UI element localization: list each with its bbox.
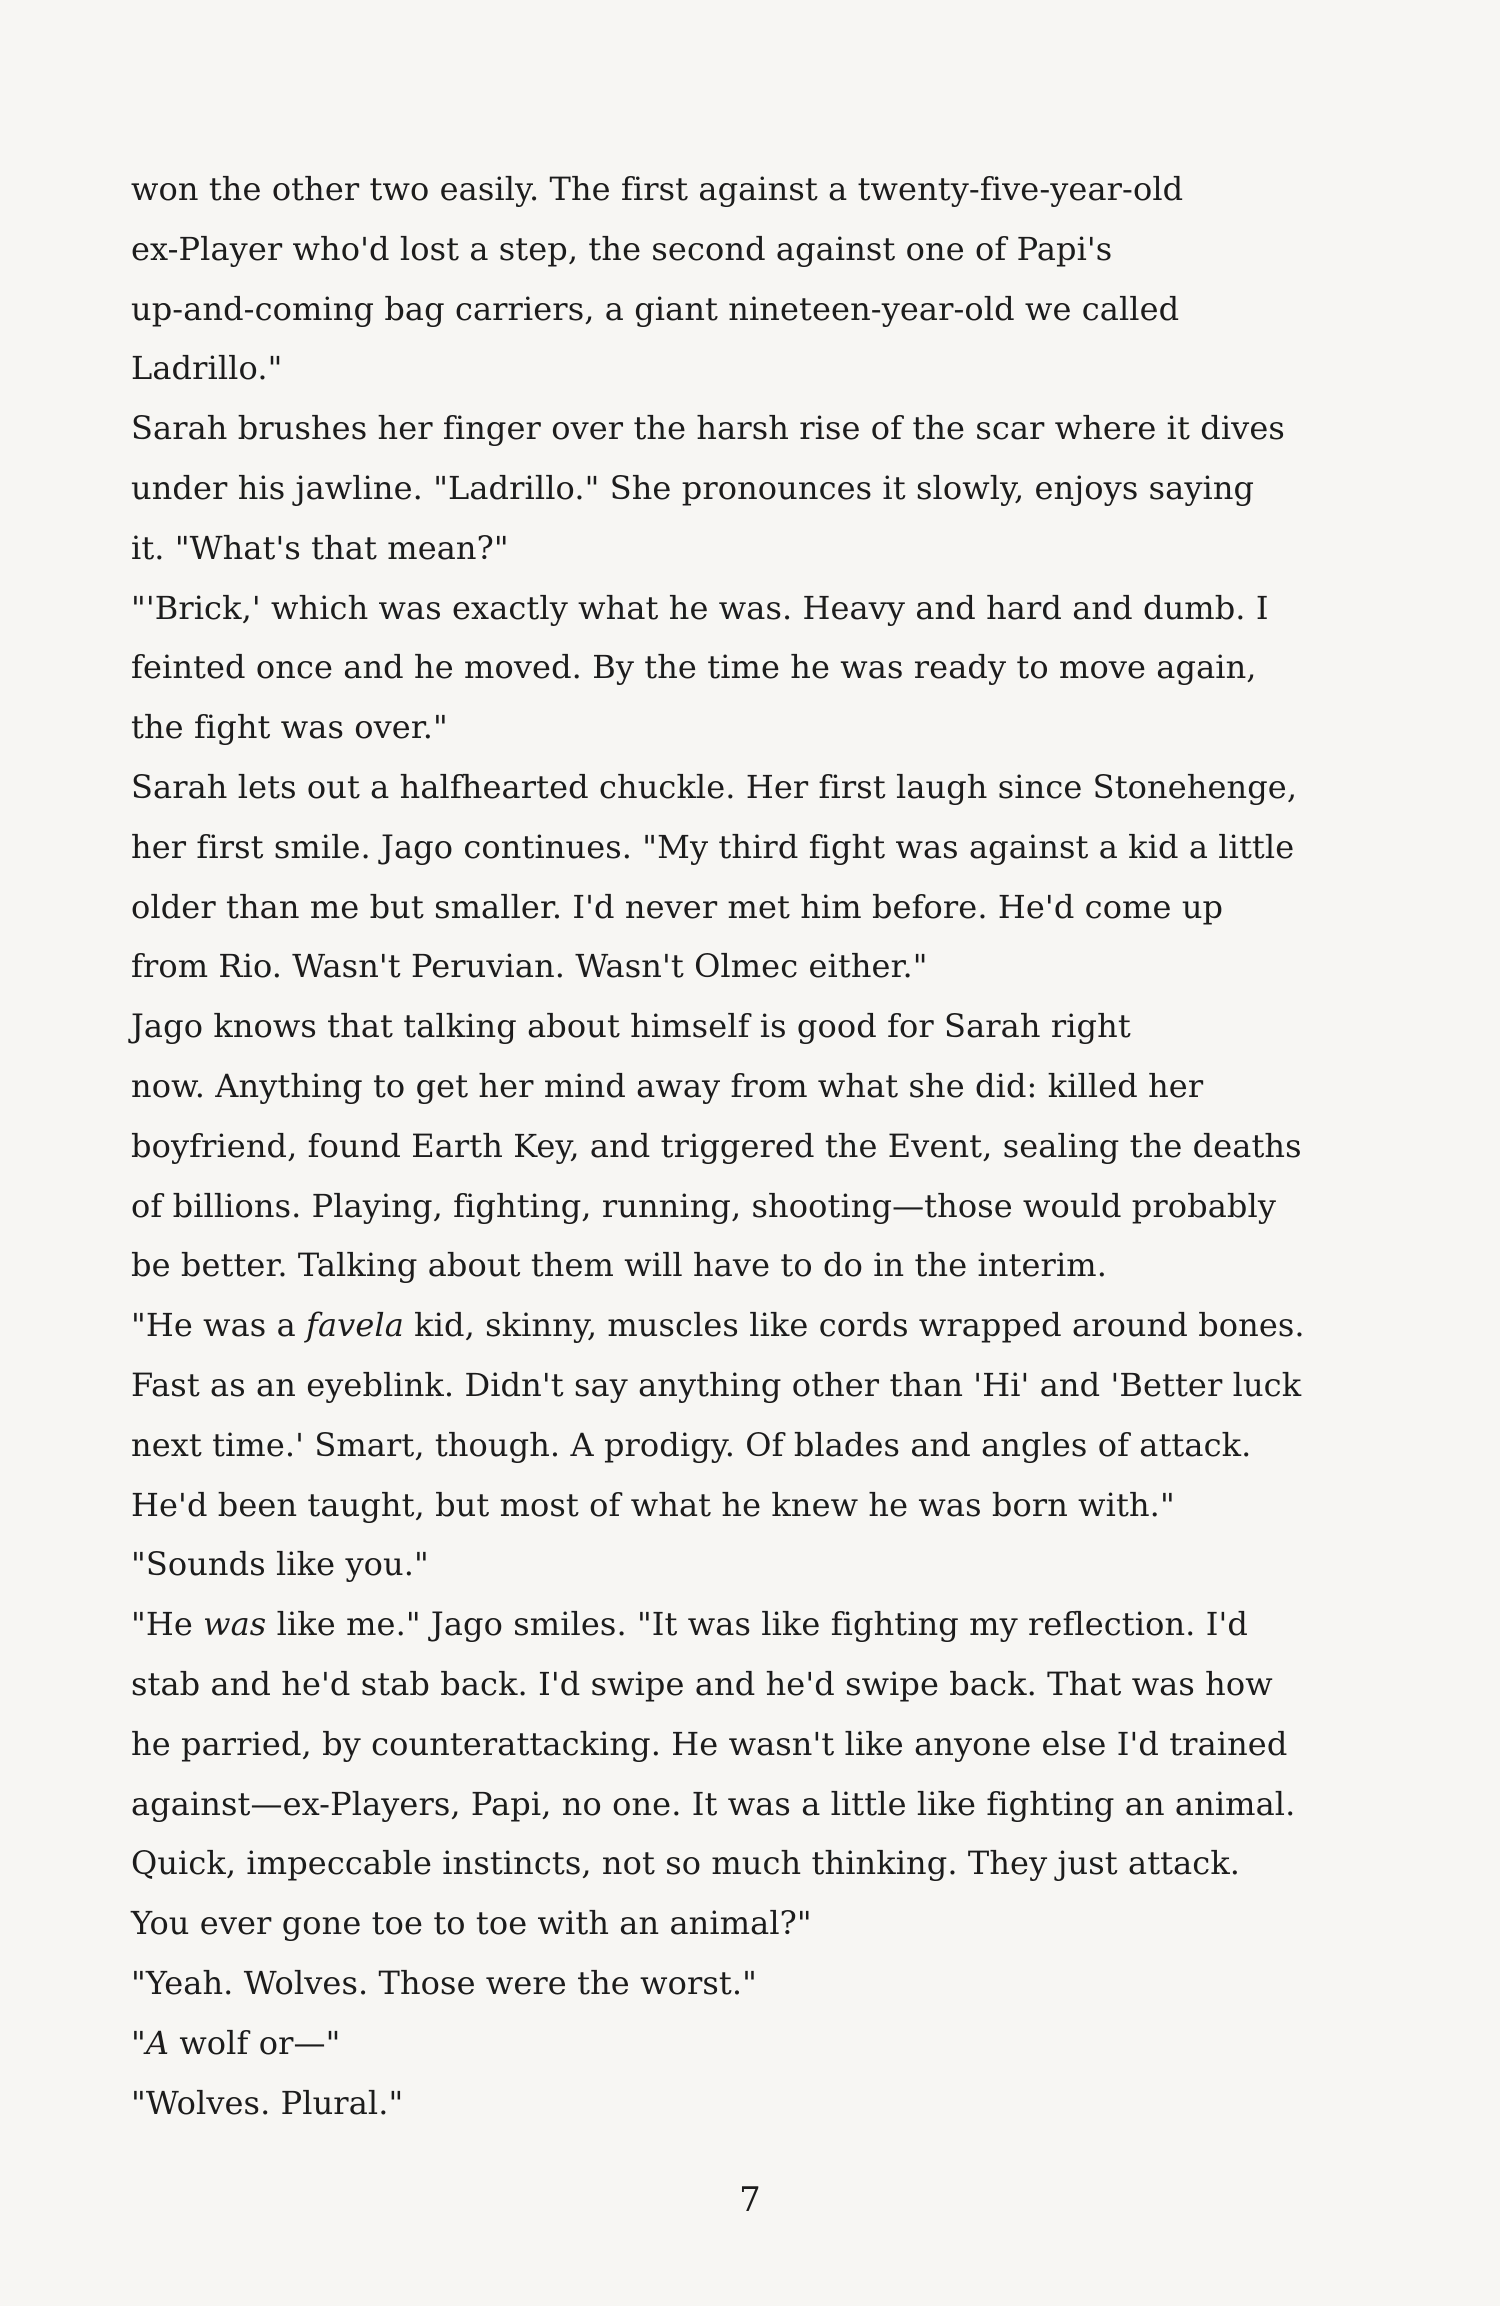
page-number: 7 (739, 2180, 761, 2220)
text-line: against—ex-Players, Papi, no one. It was a little like fighting an animal. (131, 1784, 1296, 1823)
text-line: it. "What's that mean?" (131, 528, 509, 567)
text-line: You ever gone toe to toe with an animal?" (131, 1904, 812, 1943)
text-line (131, 2014, 1331, 2074)
italic-word: was (203, 1605, 267, 1644)
body-text (131, 160, 1331, 2133)
text-segment: like me." Jago smiles. "It was like fighting my reflection. I'd (266, 1605, 1248, 1644)
text-segment: "He (131, 1605, 204, 1644)
text-line: Fast as an eyeblink. Didn't say anything other than 'Hi' and 'Better luck (131, 1365, 1302, 1404)
text-segment: " (131, 2023, 146, 2062)
text-line: the fight was over." (131, 708, 448, 747)
italic-word: favela (306, 1306, 404, 1345)
text-line: Sarah lets out a halfhearted chuckle. Her first laugh since Stonehenge, (131, 767, 1298, 806)
text-line: won the other two easily. The first against a twenty-five-year-old (131, 170, 1184, 208)
text-line (131, 1296, 1331, 1356)
text-line (131, 1595, 1331, 1655)
text-line: Jago knows that talking about himself is good for Sarah right (131, 1007, 1131, 1046)
text-line: He'd been taught, but most of what he knew he was born with." (131, 1485, 1175, 1524)
text-line: "Yeah. Wolves. Those were the worst." (131, 1963, 757, 2002)
text-line: stab and he'd stab back. I'd swipe and he'd swipe back. That was how (131, 1664, 1273, 1703)
text-segment: kid, skinny, muscles like cords wrapped around bones. (403, 1306, 1305, 1345)
text-line: boyfriend, found Earth Key, and triggered the Event, sealing the deaths (131, 1126, 1302, 1165)
text-line: under his jawline. "Ladrillo." She pronounces it slowly, enjoys saying (131, 468, 1255, 507)
text-line: Sarah brushes her finger over the harsh rise of the scar where it dives (131, 409, 1285, 448)
text-segment: "He was a (131, 1306, 307, 1345)
text-line: of billions. Playing, fighting, running, shooting—those would probably (131, 1186, 1277, 1225)
text-line: "Sounds like you." (131, 1545, 429, 1584)
italic-word: A (145, 2023, 170, 2062)
text-line: up-and-coming bag carriers, a giant nineteen-year-old we called (131, 289, 1180, 328)
text-line: now. Anything to get her mind away from what she did: killed her (131, 1066, 1204, 1105)
text-line: Quick, impeccable instincts, not so much thinking. They just attack. (131, 1844, 1241, 1883)
text-segment: wolf or—" (169, 2023, 341, 2062)
text-line: "'Brick,' which was exactly what he was. Heavy and hard and dumb. I (131, 588, 1269, 627)
text-line: next time.' Smart, though. A prodigy. Of blades and angles of attack. (131, 1425, 1252, 1464)
text-line: "Wolves. Plural." (131, 2083, 404, 2122)
text-line: from Rio. Wasn't Peruvian. Wasn't Olmec either." (131, 947, 928, 986)
text-line: her first smile. Jago continues. "My third fight was against a kid a little (131, 827, 1295, 866)
text-line: ex-Player who'd lost a step, the second against one of Papi's (131, 229, 1113, 268)
text-line: Ladrillo." (131, 349, 283, 388)
text-line: be better. Talking about them will have to do in the interim. (131, 1246, 1107, 1285)
text-line: feinted once and he moved. By the time he was ready to move again, (131, 648, 1257, 687)
text-line: he parried, by counterattacking. He wasn't like anyone else I'd trained (131, 1724, 1288, 1763)
text-line: older than me but smaller. I'd never met him before. He'd come up (131, 887, 1224, 926)
